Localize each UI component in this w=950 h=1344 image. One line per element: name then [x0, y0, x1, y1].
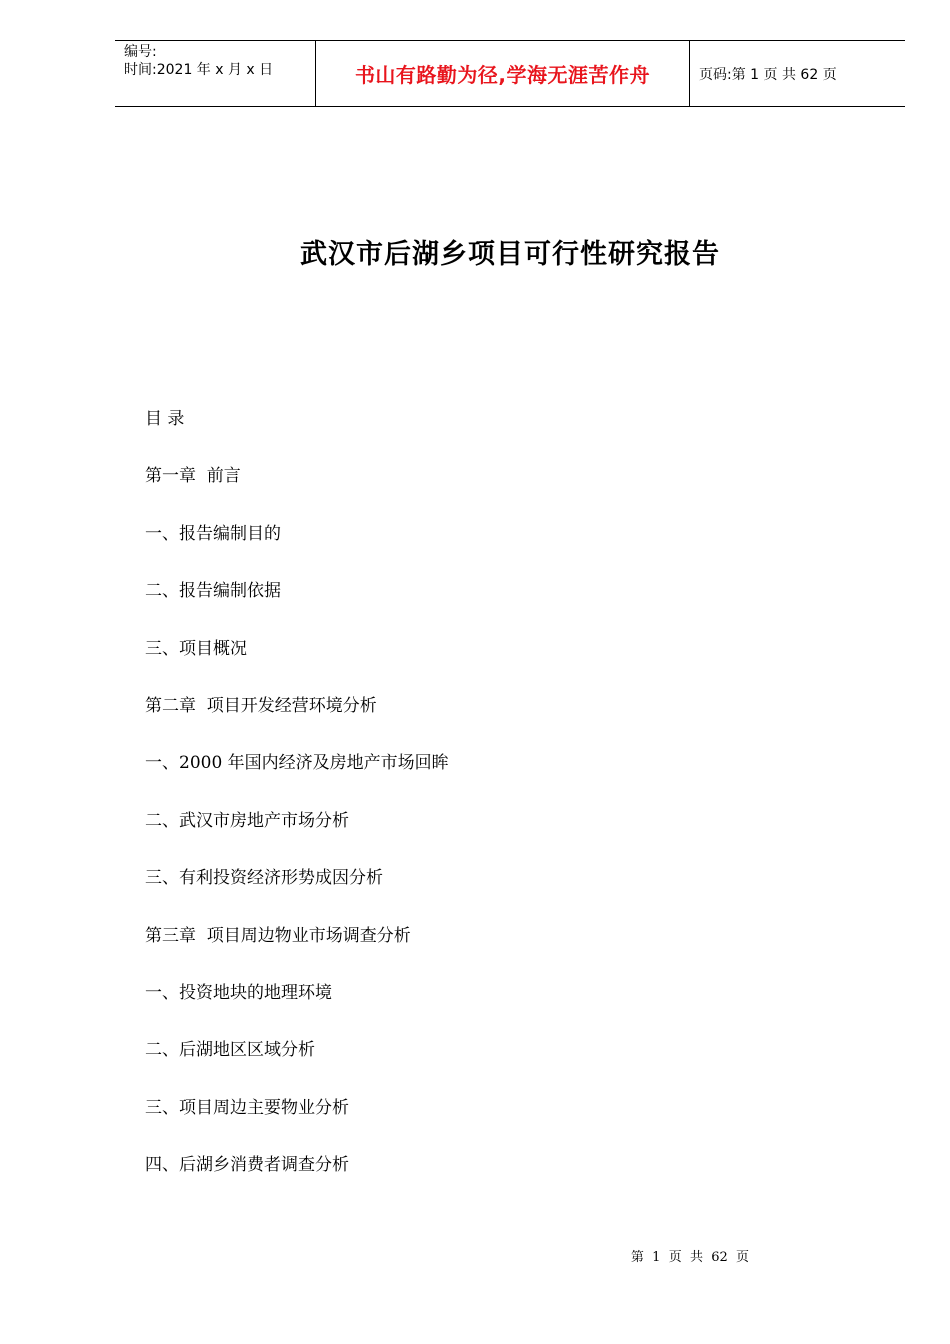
toc-item: 四、后湖乡消费者调查分析 [145, 1155, 349, 1176]
toc-item: 三、项目周边主要物业分析 [145, 1097, 349, 1118]
toc-item: 二、武汉市房地产市场分析 [145, 810, 349, 831]
toc-heading: 目 录 [145, 409, 185, 429]
document-title: 武汉市后湖乡项目可行性研究报告 [300, 239, 720, 270]
toc-item: 二、后湖地区区域分析 [145, 1040, 315, 1061]
toc-item: 第三章 项目周边物业市场调查分析 [145, 925, 411, 946]
toc-item: 第一章 前言 [145, 466, 241, 487]
page-footer: 第 1 页 共 62 页 [630, 1250, 750, 1265]
header-meta-cell [115, 41, 316, 106]
toc-item: 一、投资地块的地理环境 [145, 982, 332, 1003]
header-motto: 书山有路勤为径,学海无涯苦作舟 [354, 63, 651, 87]
header-page-cell [690, 41, 905, 106]
toc-item: 一、2000 年国内经济及房地产市场回眸 [145, 753, 449, 774]
table-of-contents [145, 405, 449, 1208]
toc-item: 二、报告编制依据 [145, 581, 281, 602]
page-header [115, 40, 905, 107]
toc-item: 第二章 项目开发经营环境分析 [145, 695, 377, 716]
header-motto-cell [316, 41, 690, 106]
toc-item: 三、项目概况 [145, 638, 247, 659]
header-page-info: 页码:第 1 页 共 62 页 [699, 66, 837, 83]
toc-item: 一、报告编制目的 [145, 523, 281, 544]
toc-item: 三、有利投资经济形势成因分析 [145, 868, 383, 889]
document-number-label: 编号: [124, 44, 157, 60]
document-time-label: 时间:2021 年 x 月 x 日 [124, 62, 274, 78]
